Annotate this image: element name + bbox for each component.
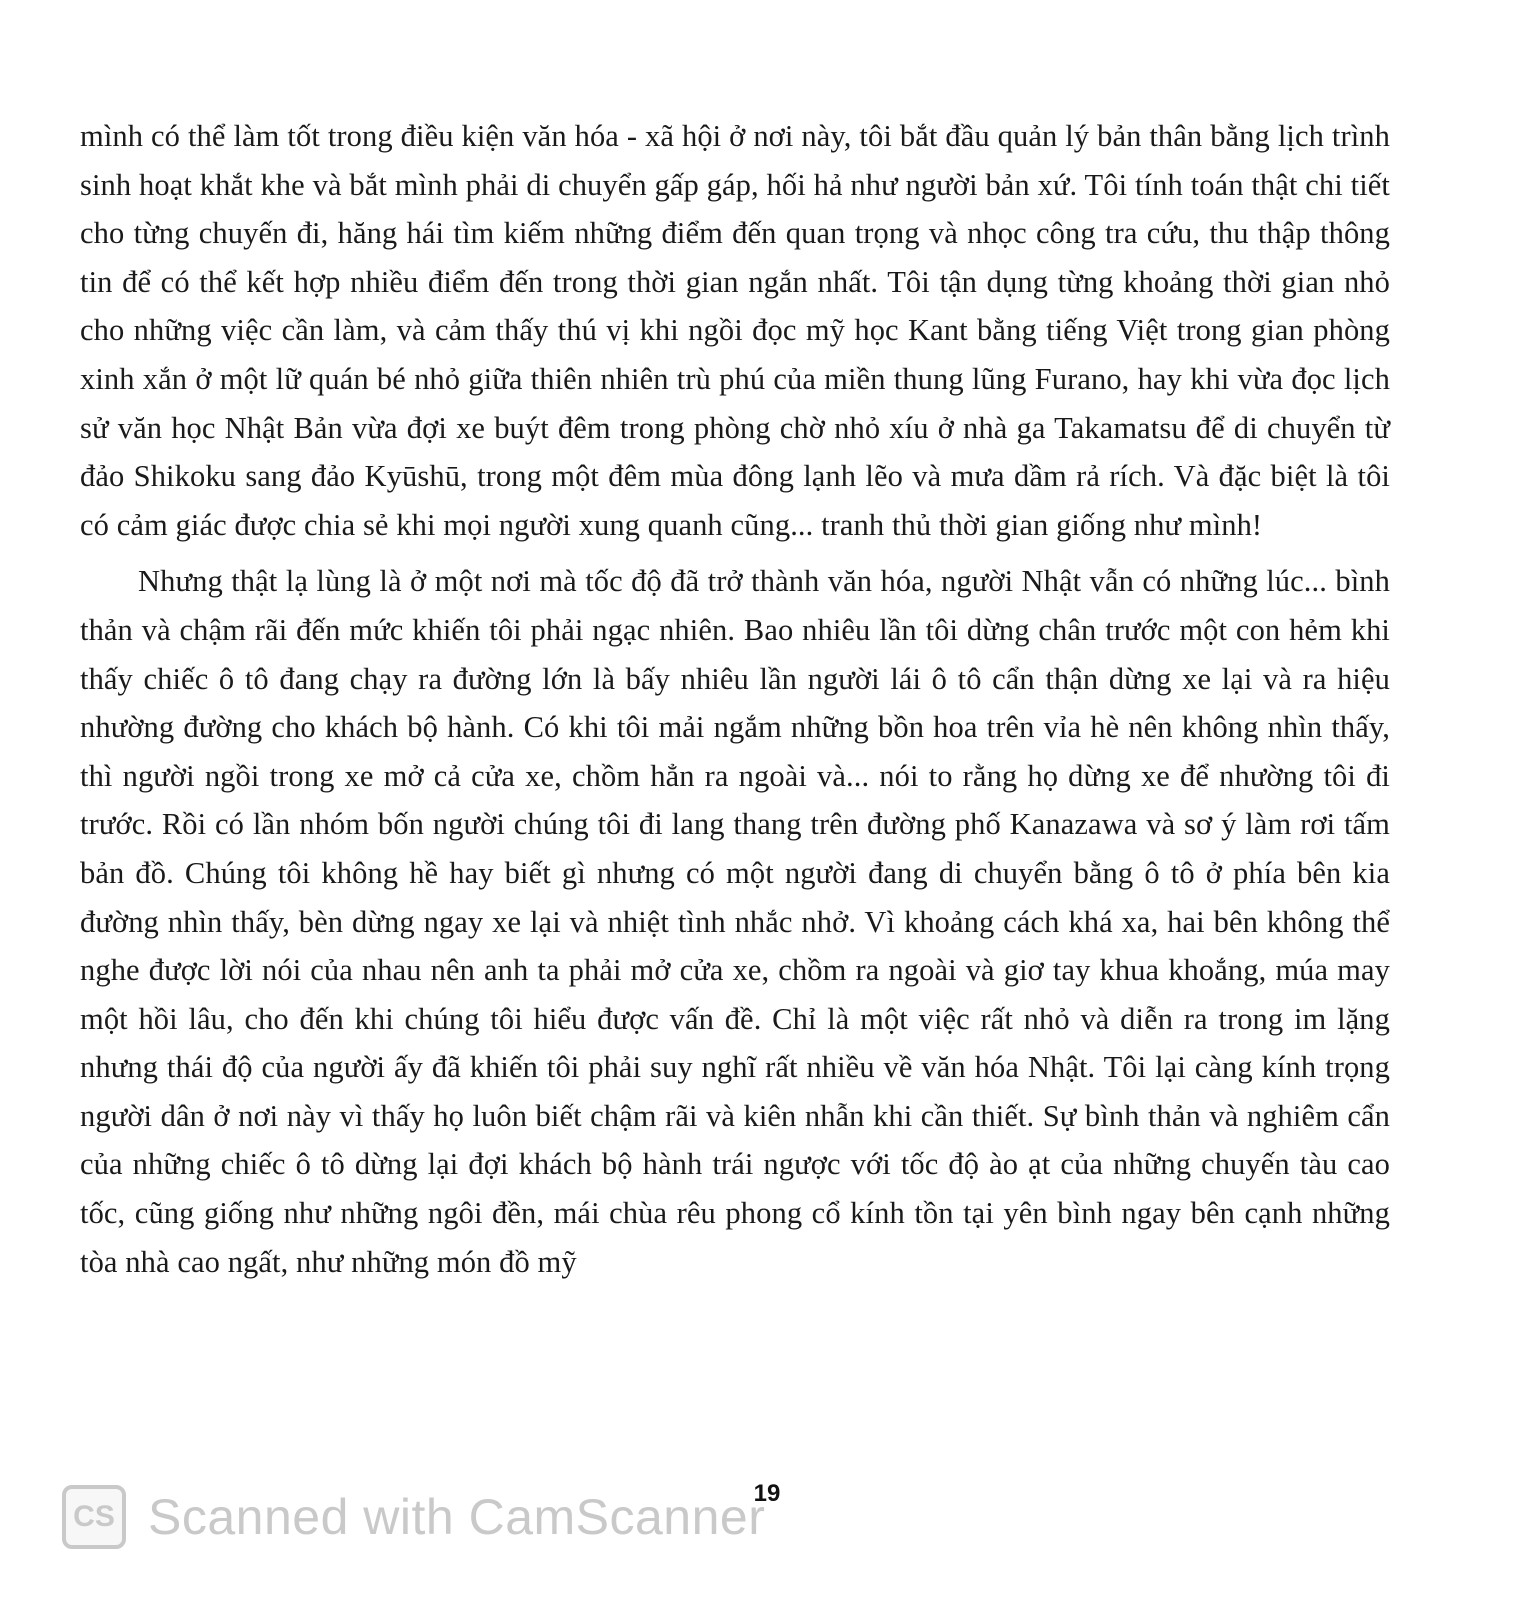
camscanner-logo-icon: CS	[62, 1485, 126, 1549]
camscanner-watermark	[62, 1482, 765, 1552]
paragraph-2: Nhưng thật lạ lùng là ở một nơi mà tốc độ đã trở thành văn hóa, người Nhật vẫn có những lúc... bình thản và chậm rãi đến mức khiến tôi phải ngạc nhiên. Bao nhiêu lần tôi dừng chân trước một con hẻm khi thấy chiếc ô tô đang chạy ra đường lớn là bấy nhiêu lần người lái ô tô cẩn thận dừng xe lại và ra hiệu nhường đường cho khách bộ hành. Có khi tôi mải ngắm những bồn hoa trên vỉa hè nên không nhìn thấy, thì người ngồi trong xe mở cả cửa xe, chồm hẳn ra ngoài và... nói to rằng họ dừng xe để nhường tôi đi trước. Rồi có lần nhóm bốn người chúng tôi đi lang thang trên đường phố Kanazawa và sơ ý làm rơi tấm bản đồ. Chúng tôi không hề hay biết gì nhưng có một người đang di chuyển bằng ô tô ở phía bên kia đường nhìn thấy, bèn dừng ngay xe lại và nhiệt tình nhắc nhở. Vì khoảng cách khá xa, hai bên không thể nghe được lời nói của nhau nên anh ta phải mở cửa xe, chồm ra ngoài và giơ tay khua khoắng, múa may một hồi lâu, cho đến khi chúng tôi hiểu được vấn đề. Chỉ là một việc rất nhỏ và diễn ra trong im lặng nhưng thái độ của người ấy đã khiến tôi phải suy nghĩ rất nhiều về văn hóa Nhật. Tôi lại càng kính trọng người dân ở nơi này vì thấy họ luôn biết chậm rãi và kiên nhẫn khi cần thiết. Sự bình thản và nghiêm cẩn của những chiếc ô tô dừng lại đợi khách bộ hành trái ngược với tốc độ ào ạt của những chuyến tàu cao tốc, cũng giống như những ngôi đền, mái chùa rêu phong cổ kính tồn tại yên bình ngay bên cạnh những tòa nhà cao ngất, như những món đồ mỹ	[80, 564, 1390, 1279]
watermark-text: Scanned with CamScanner	[148, 1489, 766, 1545]
paragraph-1: mình có thể làm tốt trong điều kiện văn hóa - xã hội ở nơi này, tôi bắt đầu quản lý bản thân bằng lịch trình sinh hoạt khắt khe và bắt mình phải di chuyển gấp gáp, hối hả như người bản xứ. Tôi tính toán thật chi tiết cho từng chuyến đi, hăng hái tìm kiếm những điểm đến quan trọng và nhọc công tra cứu, thu thập thông tin để có thể kết hợp nhiều điểm đến trong thời gian ngắn nhất. Tôi tận dụng từng khoảng thời gian nhỏ cho những việc cần làm, và cảm thấy thú vị khi ngồi đọc mỹ học Kant bằng tiếng Việt trong gian phòng xinh xắn ở một lữ quán bé nhỏ giữa thiên nhiên trù phú của miền thung lũng Furano, hay khi vừa đọc lịch sử văn học Nhật Bản vừa đợi xe buýt đêm trong phòng chờ nhỏ xíu ở nhà ga Takamatsu để di chuyển từ đảo Shikoku sang đảo Kyūshū, trong một đêm mùa đông lạnh lẽo và mưa dầm rả rích. Và đặc biệt là tôi có cảm giác được chia sẻ khi mọi người xung quanh cũng... tranh thủ thời gian giống như mình!	[80, 119, 1390, 542]
body-text	[80, 112, 1390, 1286]
page-number: 19	[753, 1480, 781, 1507]
